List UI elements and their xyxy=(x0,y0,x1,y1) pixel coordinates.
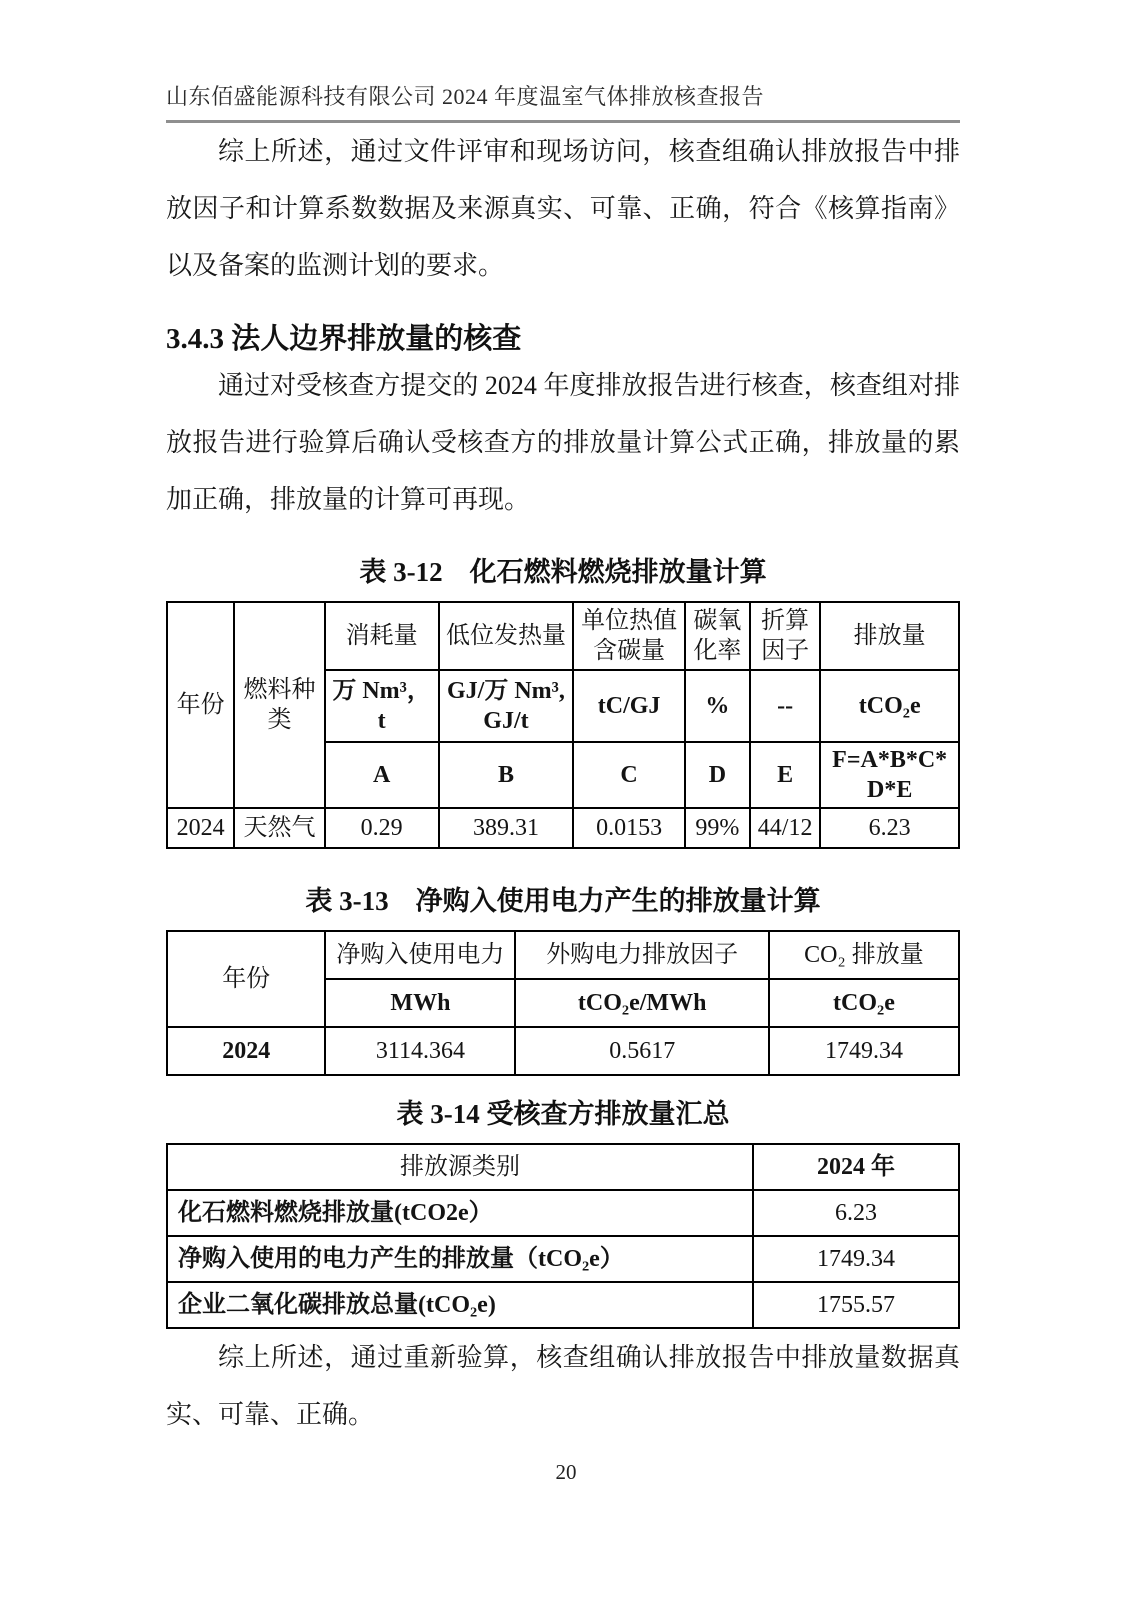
table-row xyxy=(167,931,959,979)
paragraph-verification-method: 通过对受核查方提交的 2024 年度排放报告进行核查，核查组对排放报告进行验算后确认受核查方的排放量计算公式正确，排放量的累加正确，排放量的计算可再现。 xyxy=(166,371,960,514)
t12-data-conversion-factor: 44/12 xyxy=(750,808,820,848)
t12-fuel-header-cell: 燃料种类 xyxy=(234,602,324,808)
t12-data-year: 2024 xyxy=(167,808,234,848)
table-row xyxy=(167,1190,959,1236)
t12-unit-oxidation-rate: % xyxy=(685,670,750,742)
t12-letter-d: D xyxy=(685,742,750,808)
t12-data-emissions: 6.23 xyxy=(820,808,959,848)
t12-unit-consumption: 万 Nm³，t xyxy=(325,670,439,742)
table-3-13-caption: 表 3-13 净购入使用电力产生的排放量计算 xyxy=(305,886,821,916)
t13-header-co2-emissions: CO₂ 排放量 xyxy=(769,931,959,979)
t12-data-fuel: 天然气 xyxy=(234,808,324,848)
t13-unit-factor: tCO₂e/MWh xyxy=(515,979,768,1027)
t12-unit-emissions: tCO₂e xyxy=(820,670,959,742)
t14-row-total-label: 企业二氧化碳排放总量(tCO₂e) xyxy=(167,1282,753,1328)
table-row xyxy=(167,1027,959,1075)
t12-formula: F=A*B*C*D*E xyxy=(820,742,959,808)
t12-data-oxidation-rate: 99% xyxy=(685,808,750,848)
t13-data-year: 2024 xyxy=(167,1027,325,1075)
paragraph-conclusion-factors: 综上所述，通过文件评审和现场访问，核查组确认排放报告中排放因子和计算系数数据及来源真实、可靠、正确，符合《核算指南》以及备案的监测计划的要求。 xyxy=(166,137,960,280)
t13-data-emission-factor: 0.5617 xyxy=(515,1027,768,1075)
t14-row-electricity-label: 净购入使用的电力产生的排放量（tCO₂e） xyxy=(167,1236,753,1282)
t13-year-header-cell: 年份 xyxy=(167,931,325,1027)
page-number: 20 xyxy=(555,1460,577,1484)
t12-header-oxidation-rate: 碳氧化率 xyxy=(685,602,750,670)
t13-header-emission-factor: 外购电力排放因子 xyxy=(515,931,768,979)
t12-year-header-cell: 年份 xyxy=(167,602,234,808)
t12-header-conversion-factor: 折算因子 xyxy=(750,602,820,670)
t14-row-fossil-label: 化石燃料燃烧排放量(tCO2e） xyxy=(167,1190,753,1236)
t13-header-net-electricity: 净购入使用电力 xyxy=(325,931,515,979)
table-3-12-fossil-fuel-emissions xyxy=(166,601,960,849)
running-header: 山东佰盛能源科技有限公司 2024 年度温室气体排放核查报告 xyxy=(166,80,960,123)
table-row xyxy=(167,1236,959,1282)
t13-unit-tco2e: tCO₂e xyxy=(769,979,959,1027)
t12-header-emissions: 排放量 xyxy=(820,602,959,670)
page-content xyxy=(166,80,960,1443)
t12-header-ncv: 低位发热量 xyxy=(439,602,574,670)
t13-data-co2-emissions: 1749.34 xyxy=(769,1027,959,1075)
t14-header-year: 2024 年 xyxy=(753,1144,959,1190)
section-heading-3-4-3: 3.4.3 法人边界排放量的核查 xyxy=(166,323,522,355)
table-3-12-caption: 表 3-12 化石燃料燃烧排放量计算 xyxy=(359,557,767,587)
table-row xyxy=(167,1282,959,1328)
table-row xyxy=(167,602,959,670)
t12-data-ncv: 389.31 xyxy=(439,808,574,848)
table-3-14-emissions-summary xyxy=(166,1143,960,1329)
t12-letter-e: E xyxy=(750,742,820,808)
t12-data-consumption: 0.29 xyxy=(325,808,439,848)
t14-row-fossil-value: 6.23 xyxy=(753,1190,959,1236)
t13-unit-mwh: MWh xyxy=(325,979,515,1027)
t12-letter-c: C xyxy=(573,742,685,808)
table-3-14-caption: 表 3-14 受核查方排放量汇总 xyxy=(396,1099,730,1129)
table-3-13-electricity-emissions xyxy=(166,930,960,1076)
t12-unit-conversion-factor: -- xyxy=(750,670,820,742)
t12-letter-b: B xyxy=(439,742,574,808)
paragraph-final-conclusion: 综上所述，通过重新验算，核查组确认排放报告中排放量数据真实、可靠、正确。 xyxy=(166,1343,960,1429)
t12-unit-carbon-content: tC/GJ xyxy=(573,670,685,742)
table-row xyxy=(167,808,959,848)
t12-header-carbon-content: 单位热值含碳量 xyxy=(573,602,685,670)
table-row xyxy=(167,1144,959,1190)
t14-row-total-value: 1755.57 xyxy=(753,1282,959,1328)
t12-header-consumption: 消耗量 xyxy=(325,602,439,670)
t13-data-net-electricity: 3114.364 xyxy=(325,1027,515,1075)
t12-letter-a: A xyxy=(325,742,439,808)
t12-unit-ncv: GJ/万 Nm³, GJ/t xyxy=(439,670,574,742)
t14-header-source-category: 排放源类别 xyxy=(167,1144,753,1190)
t14-row-electricity-value: 1749.34 xyxy=(753,1236,959,1282)
t12-data-carbon-content: 0.0153 xyxy=(573,808,685,848)
